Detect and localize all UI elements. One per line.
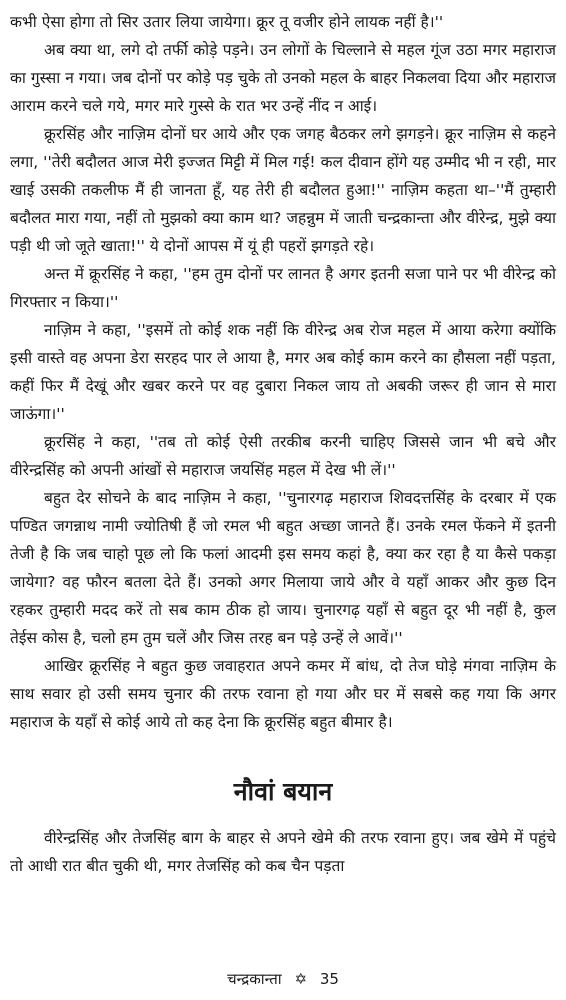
footer-book-title: चन्द्रकान्ता [227,970,282,988]
paragraph-5: नाज़िम ने कहा, ''इसमें तो कोई शक नहीं कि वीरेन्द्र अब रोज महल में आया करेगा क्योंकि इसी वास्ते वह अपना डेरा सरहद पार ले आया है, मगर अब कोई काम करने का हौसला नहीं पड़ता, कहीं फिर मैं देखूं और खबर करने पर वह दुबारा निकल जाय तो अबकी जरूर ही जान से मारा जाऊंगा।'' [10,321,556,423]
paragraph-4: अन्त में क्रूरसिंह ने कहा, ''हम तुम दोनों पर लानत है अगर इतनी सजा पाने पर भी वीरेन्द्र को गिरफ्तार न किया।'' [10,265,556,311]
chapter-paragraph-1: वीरेन्द्रसिंह और तेजसिंह बाग के बाहर से अपने खेमे की तरफ रवाना हुए। जब खेमे में पहुंचे तो आधी रात बीत चुकी थी, मगर तेजसिंह को कब चैन पड़ता [10,829,556,875]
paragraph-7: बहुत देर सोचने के बाद नाज़िम ने कहा, ''चुनारगढ़ महाराज शिवदत्तसिंह के दरबार में एक पण्डित जगन्नाथ नामी ज्योतिषी हैं जो रमल भी बहुत अच्छा जानते हैं। उनके रमल फेंकने में इतनी तेजी है कि जब चाहो पूछ लो कि फलां आदमी इस समय कहां है, क्या कर रहा है या कैसे पकड़ा जायेगा? वह फौरन बतला देते हैं। उनको अगर मिलाया जाये और वे यहाँ आकर और कुछ दिन रहकर तुम्हारी मदद करें तो सब काम ठीक हो जाय। चुनारगढ़ यहाँ से बहुत दूर भी नहीं है, कुल तेईस कोस है, चलो हम तुम चलें और जिस तरह बन पड़े उन्हें ले आवें।'' [10,489,556,647]
page-number: 35 [319,970,339,988]
paragraph-1: कभी ऐसा होगा तो सिर उतार लिया जायेगा। क्रूर तू वजीर होने लायक नहीं है।'' [10,13,444,31]
page-footer [0,968,566,990]
star-of-david-icon: ✡ [294,970,308,988]
paragraph-2: अब क्या था, लगे दो तर्फी कोड़े पड़ने। उन लोगों के चिल्लाने से महल गूंज उठा मगर महाराज का गुस्सा न गया। जब दोनों पर कोड़े पड़ चुके तो उनको महल के बाहर निकलवा दिया और महाराज आराम करने चले गये, मगर मारे गुस्से के रात भर उन्हें नींद न आई। [10,41,556,115]
chapter-heading: नौवां बयान [233,777,333,806]
paragraph-8: आखिर क्रूरसिंह ने बहुत कुछ जवाहरात अपने कमर में बांध, दो तेज घोड़े मंगवा नाज़िम के साथ सवार हो उसी समय चुनार की तरफ रवाना हो गया और घर में सबसे कह गया कि अगर महाराज के यहाँ से कोई आये तो कह देना कि क्रूरसिंह बहुत बीमार है। [10,657,556,731]
page-body [10,8,556,880]
paragraph-3: क्रूरसिंह और नाज़िम दोनों घर आये और एक जगह बैठकर लगे झगड़ने। क्रूर नाज़िम से कहने लगा, ''तेरी बदौलत आज मेरी इज्जत मिट्टी में मिल गई! कल दीवान होंगे यह उम्मीद भी न रही, मार खाई उसकी तकलीफ मैं ही जानता हूँ, यह तेरी ही बदौलत हुआ!'' नाज़िम कहता था–''मैं तुम्हारी बदौलत मारा गया, नहीं तो मुझको क्या काम था? जहन्नुम में जाती चन्द्रकान्ता और वीरेन्द्र, मुझे क्या पड़ी थी जो जूते खाता!'' ये दोनों आपस में यूं ही पहरों झगड़ते रहे। [10,125,556,255]
paragraph-6: क्रूरसिंह ने कहा, ''तब तो कोई ऐसी तरकीब करनी चाहिए जिससे जान भी बचे और वीरेन्द्रसिंह को अपनी आंखों से महाराज जयसिंह महल में देख भी लें।'' [10,433,556,479]
